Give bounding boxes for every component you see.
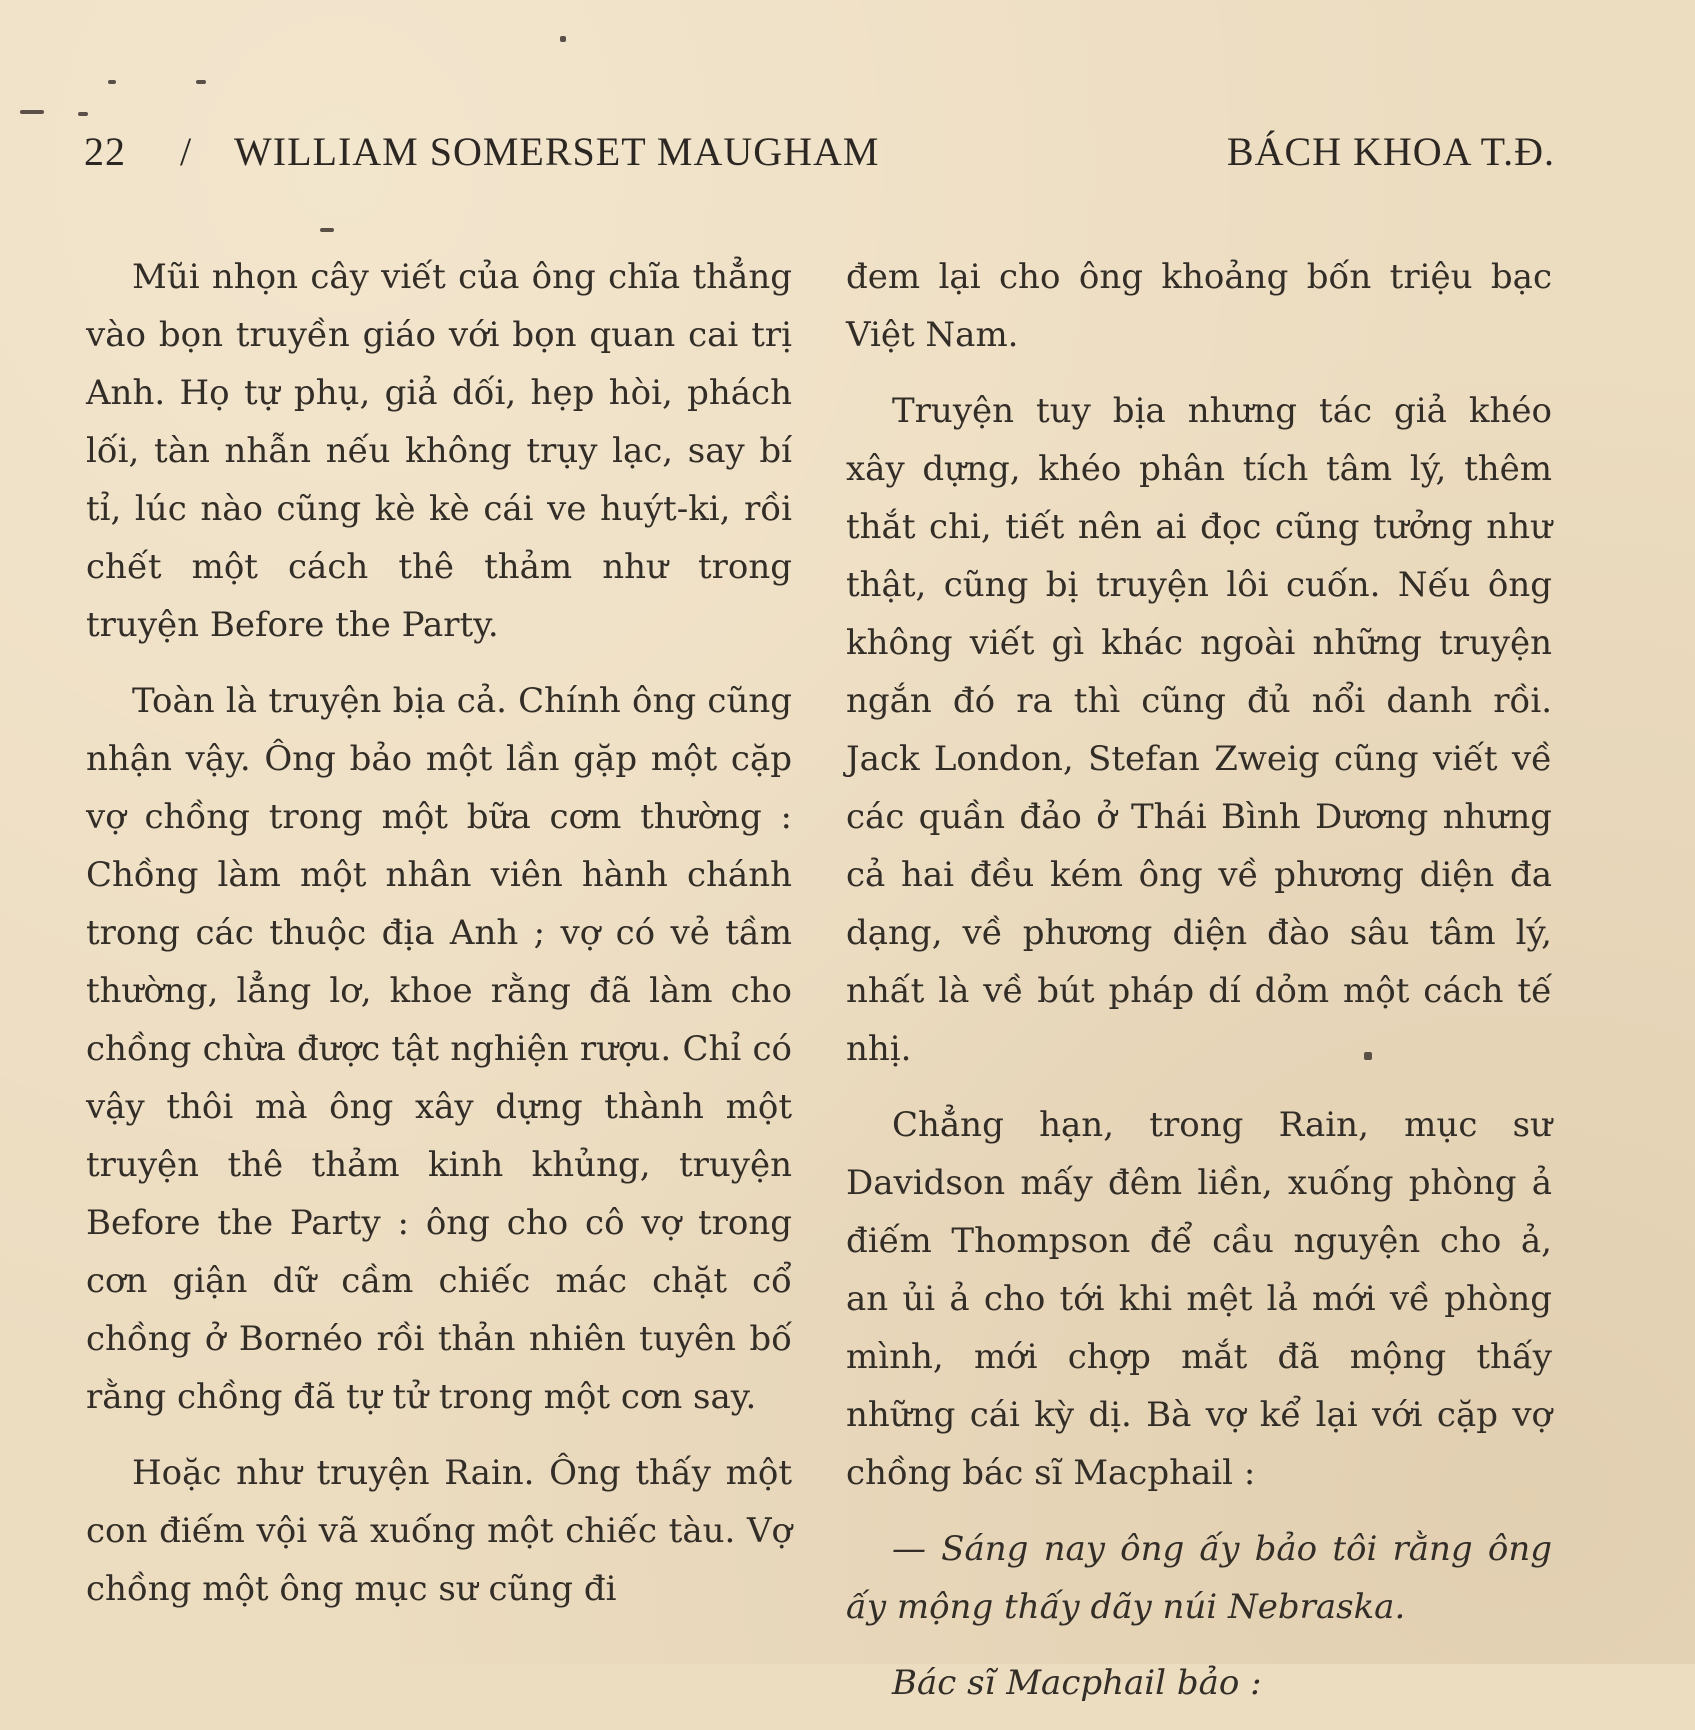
paragraph: Chẳng hạn, trong Rain, mục sư Davidson mấy đêm liền, xuống phòng ả điếm Thompson để cầu nguyện cho ả, an ủi ả cho tới khi mệt lả mới về phòng mình, mới chợp mắt đã mộng thấy những cái kỳ dị. Bà vợ kể lại với cặp vợ chồng bác sĩ Macphail :: [846, 1105, 1552, 1493]
page-number: 22: [84, 129, 126, 174]
left-column: [86, 248, 792, 1636]
paragraph: Hoặc như truyện Rain. Ông thấy một con điếm vội vã xuống một chiếc tàu. Vợ chồng một ông mục sư cũng đi: [86, 1453, 792, 1609]
ink-speck: [560, 36, 566, 42]
paragraph: Toàn là truyện bịa cả. Chính ông cũng nhận vậy. Ông bảo một lần gặp một cặp vợ chồng trong một bữa cơm thường : Chồng làm một nhân viên hành chánh trong các thuộc địa Anh ; vợ có vẻ tầm thường, lẳng lơ, khoe rằng đã làm cho chồng chừa được tật nghiện rượu. Chỉ có vậy thôi mà ông xây dựng thành một truyện thê thảm kinh khủng, truyện Before the Party : ông cho cô vợ trong cơn giận dữ cầm chiếc mác chặt cổ chồng ở Bornéo rồi thản nhiên tuyên bố rằng chồng đã tự tử trong một cơn say.: [86, 681, 792, 1417]
header-separator: /: [180, 129, 193, 174]
ink-speck: [320, 228, 334, 232]
paragraph: Truyện tuy bịa nhưng tác giả khéo xây dựng, khéo phân tích tâm lý, thêm thắt chi, tiết nên ai đọc cũng tưởng như thật, cũng bị truyện lôi cuốn. Nếu ông không viết gì khác ngoài những truyện ngắn đó ra thì cũng đủ nổi danh rồi. Jack London, Stefan Zweig cũng viết về các quần đảo ở Thái Bình Dương nhưng cả hai đều kém ông về phương diện đa dạng, về phương diện đào sâu tâm lý, nhất là về bút pháp dí dỏm một cách tế nhị.: [846, 391, 1552, 1069]
right-column: [846, 248, 1552, 1730]
ink-speck: [20, 110, 44, 114]
dialogue-line: Bác sĩ Macphail bảo :: [892, 1663, 1262, 1703]
author-name: WILLIAM SOMERSET MAUGHAM: [234, 129, 880, 174]
ink-speck: [108, 80, 116, 84]
ink-speck: [78, 112, 88, 116]
paragraph: Mũi nhọn cây viết của ông chĩa thẳng vào bọn truyền giáo với bọn quan cai trị Anh. Họ tự phụ, giả dối, hẹp hòi, phách lối, tàn nhẫn nếu không trụy lạc, say bí tỉ, lúc nào cũng kè kè cái ve huýt-ki, rồi chết một cách thê thảm như trong truyện Before the Party.: [86, 257, 792, 645]
paragraph: đem lại cho ông khoảng bốn triệu bạc Việt Nam.: [846, 257, 1552, 355]
dialogue-line: — Sáng nay ông ấy bảo tôi rằng ông ấy mộng thấy dãy núi Nebraska.: [846, 1529, 1552, 1627]
ink-speck: [196, 80, 206, 84]
journal-title: BÁCH KHOA T.Đ.: [1226, 129, 1555, 174]
running-head: [84, 128, 1555, 178]
